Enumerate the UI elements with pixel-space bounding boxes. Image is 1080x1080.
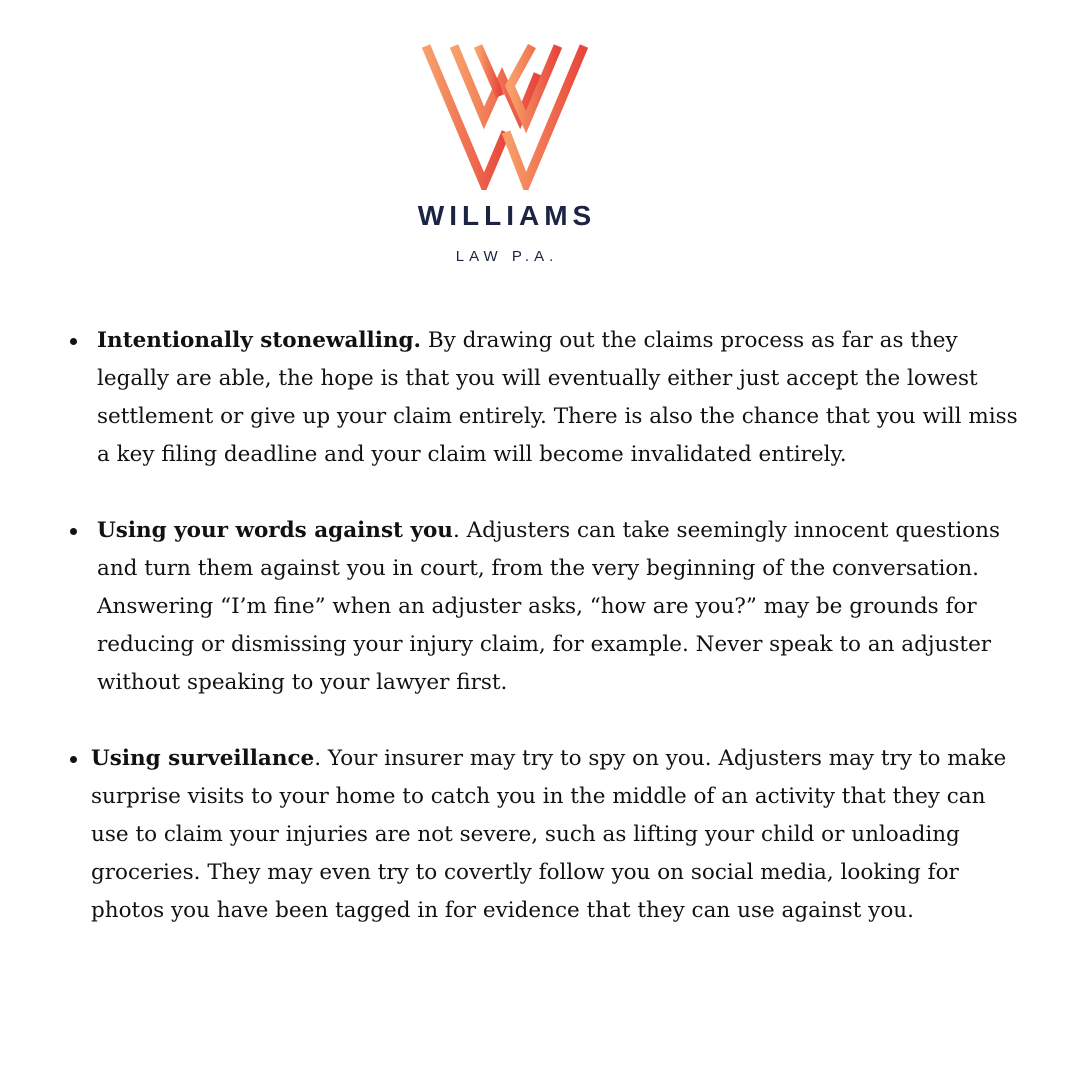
- w-monogram-logo-icon: [420, 40, 590, 190]
- bullet-icon: [70, 528, 77, 535]
- brand-name: WILLIAMS: [417, 200, 597, 231]
- list-item-lead: Using your words against you: [97, 518, 453, 543]
- list-item: [70, 322, 1020, 474]
- bullet-list: [70, 322, 1020, 968]
- bullet-icon: [70, 756, 77, 763]
- brand-logo: [0, 40, 1080, 280]
- list-item-lead: Using surveillance: [91, 746, 315, 771]
- brand-subtitle: LAW P.A.: [455, 248, 559, 265]
- list-item: [70, 512, 1020, 702]
- bullet-icon: [70, 338, 77, 345]
- list-item-lead: Intentionally stonewalling.: [97, 328, 422, 353]
- list-item-body: By drawing out the claims process as far as they legally are able, the hope is that you will eventually either just accept the lowest settlement or give up your claim entirely. There is also the chance that you will miss a key filing deadline and your claim will become invalidated entirely.: [97, 328, 1018, 467]
- list-item: [70, 740, 1020, 930]
- list-item-body: . Adjusters can take seemingly innocent questions and turn them against you in court, from the very beginning of the conversation. Answering “I’m fine” when an adjuster asks, “how are you?” may be grounds for reducing or dismissing your injury claim, for example. Never speak to an adjuster without speaking to your lawyer first.: [97, 518, 1001, 695]
- list-item-body: . Your insurer may try to spy on you. Adjusters may try to make surprise visits to your home to catch you in the middle of an activity that they can use to claim your injuries are not severe, such as lifting your child or unloading groceries. They may even try to covertly follow you on social media, looking for photos you have been tagged in for evidence that they can use against you.: [91, 746, 1007, 923]
